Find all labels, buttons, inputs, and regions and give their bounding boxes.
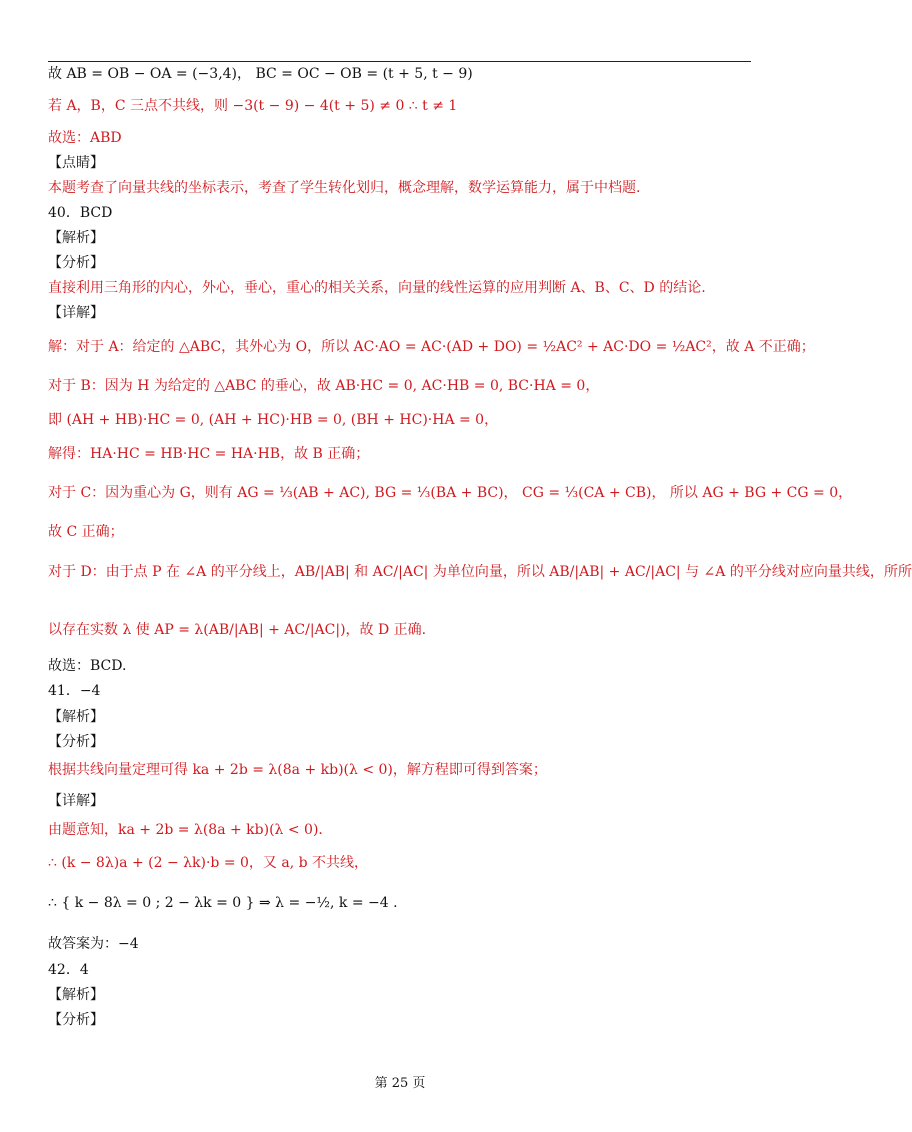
text-line: 即 (AH + HB)·HC = 0, (AH + HC)·HB = 0, (BH + HC)·HA = 0， bbox=[48, 412, 499, 428]
text-line: 【分析】 bbox=[48, 734, 104, 750]
text-line: ∴ { k − 8λ = 0 ; 2 − λk = 0 } ⇒ λ = −½, k = −4 . bbox=[48, 895, 398, 911]
text-line: 对于 D：由于点 P 在 ∠A 的平分线上，AB/|AB| 和 AC/|AC| 为单位向量，所以 AB/|AB| + AC/|AC| 与 ∠A 的平分线对应向量共线，所所 bbox=[48, 564, 912, 580]
text-line: ∴ (k − 8λ)a + (2 − λk)·b = 0，又 a, b 不共线， bbox=[48, 855, 369, 871]
text-line: 【分析】 bbox=[48, 1012, 104, 1028]
text-line: 【解析】 bbox=[48, 987, 104, 1003]
text-line: 【点睛】 bbox=[48, 155, 104, 171]
text-line: 若 A，B，C 三点不共线，则 −3(t − 9) − 4(t + 5) ≠ 0 ∴ t ≠ 1 bbox=[48, 98, 458, 114]
text-line: 42．4 bbox=[48, 962, 89, 978]
page-number: 第 25 页 bbox=[374, 1076, 426, 1091]
text-line: 故选：ABD bbox=[48, 130, 122, 146]
text-line: 本题考查了向量共线的坐标表示，考查了学生转化划归，概念理解，数学运算能力，属于中档题. bbox=[48, 180, 641, 196]
text-line: 对于 B：因为 H 为给定的 △ABC 的垂心，故 AB·HC = 0, AC·HB = 0, BC·HA = 0， bbox=[48, 378, 600, 394]
text-line: 【解析】 bbox=[48, 230, 104, 246]
header-rule bbox=[48, 61, 751, 62]
text-line: 故答案为：−4 bbox=[48, 936, 139, 952]
text-line: 解：对于 A：给定的 △ABC，其外心为 O，所以 AC·AO = AC·(AD + DO) = ½AC² + AC·DO = ½AC²，故 A 不正确； bbox=[48, 339, 815, 355]
text-line: 41．−4 bbox=[48, 683, 101, 699]
text-line: 故选：BCD. bbox=[48, 658, 127, 674]
text-line: 对于 C：因为重心为 G，则有 AG = ⅓(AB + AC), BG = ⅓(BA + BC)， CG = ⅓(CA + CB)， 所以 AG + BG + CG = 0， bbox=[48, 485, 853, 501]
text-line: 故 AB = OB − OA = (−3,4)， BC = OC − OB = (t + 5, t − 9) bbox=[48, 66, 473, 82]
text-line: 直接利用三角形的内心，外心，垂心，重心的相关关系，向量的线性运算的应用判断 A、B、C、D 的结论. bbox=[48, 280, 706, 296]
text-line: 【解析】 bbox=[48, 709, 104, 725]
text-line: 【详解】 bbox=[48, 793, 104, 809]
text-line: 故 C 正确； bbox=[48, 524, 124, 540]
text-line: 由题意知，ka + 2b = λ(8a + kb)(λ < 0)． bbox=[48, 822, 333, 838]
text-line: 以存在实数 λ 使 AP = λ(AB/|AB| + AC/|AC|)，故 D 正确. bbox=[48, 622, 427, 638]
text-line: 40．BCD bbox=[48, 205, 113, 221]
text-line: 解得：HA·HC = HB·HC = HA·HB，故 B 正确； bbox=[48, 446, 370, 462]
text-line: 【分析】 bbox=[48, 255, 104, 271]
text-line: 根据共线向量定理可得 ka + 2b = λ(8a + kb)(λ < 0)，解方程即可得到答案； bbox=[48, 762, 547, 778]
text-line: 【详解】 bbox=[48, 305, 104, 321]
